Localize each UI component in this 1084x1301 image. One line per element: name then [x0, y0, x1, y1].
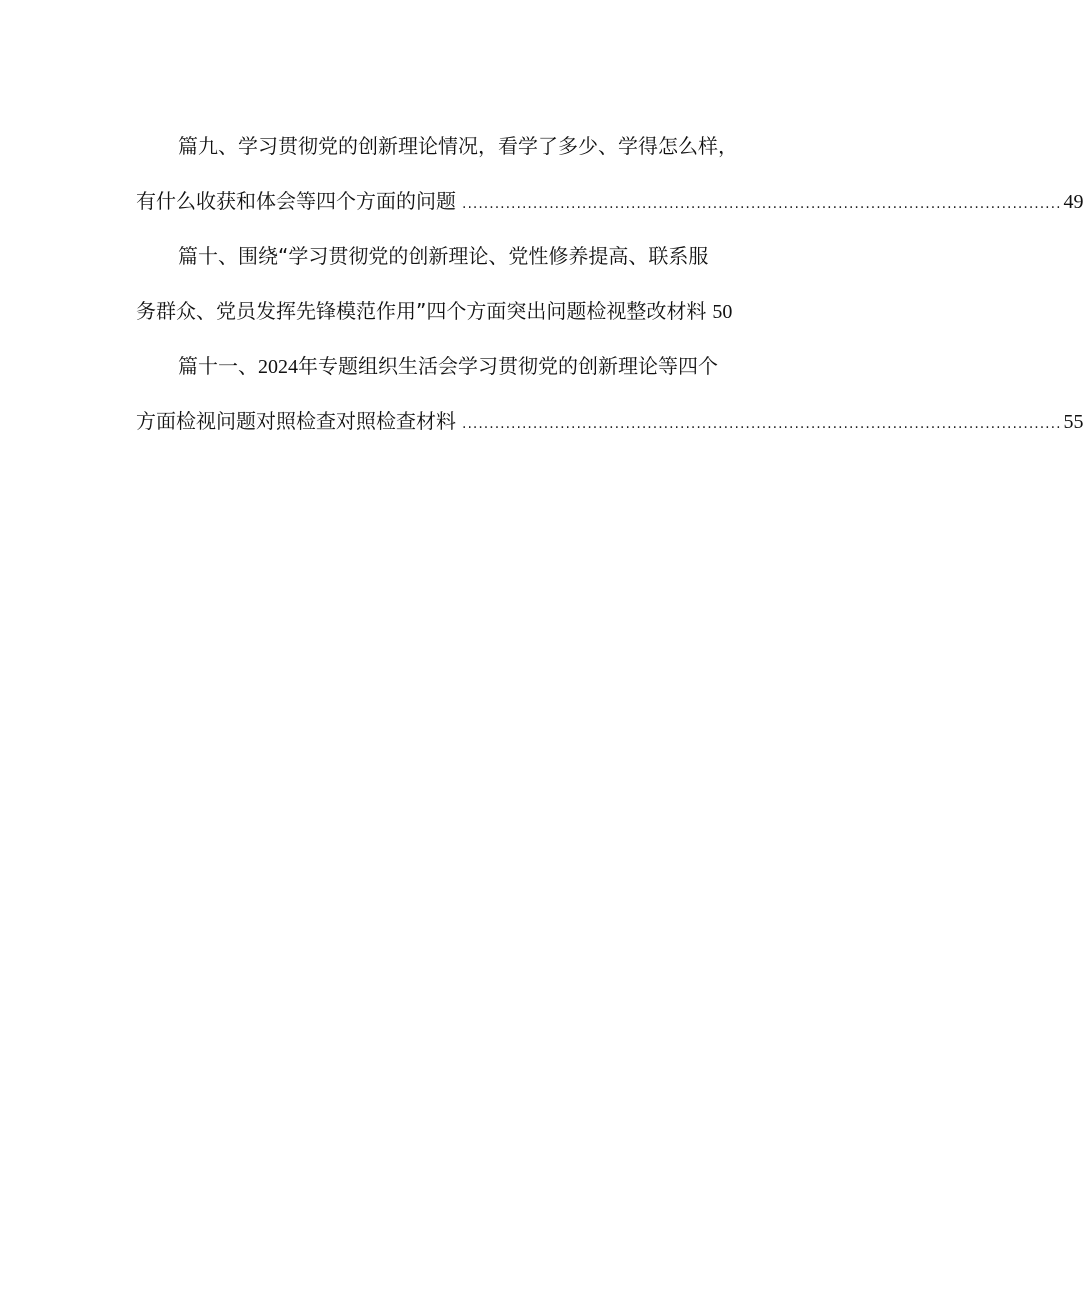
toc-entry-title-line1: 篇十、围绕“学习贯彻党的创新理论、党性修养提高、联系服	[178, 244, 709, 268]
page-number: 49	[1063, 191, 1084, 213]
toc-entry-title-rest: 年专题组织生活会学习贯彻党的创新理论等四个	[298, 354, 718, 378]
toc-entry-title-line2	[136, 293, 776, 330]
toc-entry-title-text: 务群众、党员发挥先锋模范作用”四个方面突出问题检视整改材料	[136, 299, 707, 323]
page-number: 50	[712, 301, 733, 323]
page-number: 55	[1063, 411, 1084, 433]
toc-entry-title-line2	[136, 183, 1084, 220]
toc-entry-title-line1	[136, 348, 776, 385]
dot-leader: ..............................................................................................................	[462, 196, 1062, 212]
year-text: 2024	[258, 356, 298, 378]
toc-entry-prefix: 篇十一、	[178, 354, 258, 378]
toc-entry-title-line1: 篇九、学习贯彻党的创新理论情况，看学了多少、学得怎么样，	[178, 134, 738, 158]
toc-entry-title-line2	[136, 403, 1084, 440]
toc-entry-title-text: 有什么收获和体会等四个方面的问题	[136, 189, 456, 213]
dot-leader: ..............................................................................................................	[462, 416, 1062, 432]
toc-entry-11[interactable]	[136, 348, 1084, 440]
toc-entry-title-text: 方面检视问题对照检查对照检查材料	[136, 409, 456, 433]
toc-entry-9[interactable]	[136, 128, 1084, 220]
table-of-contents	[136, 128, 1084, 440]
toc-entry-10[interactable]	[136, 238, 776, 330]
